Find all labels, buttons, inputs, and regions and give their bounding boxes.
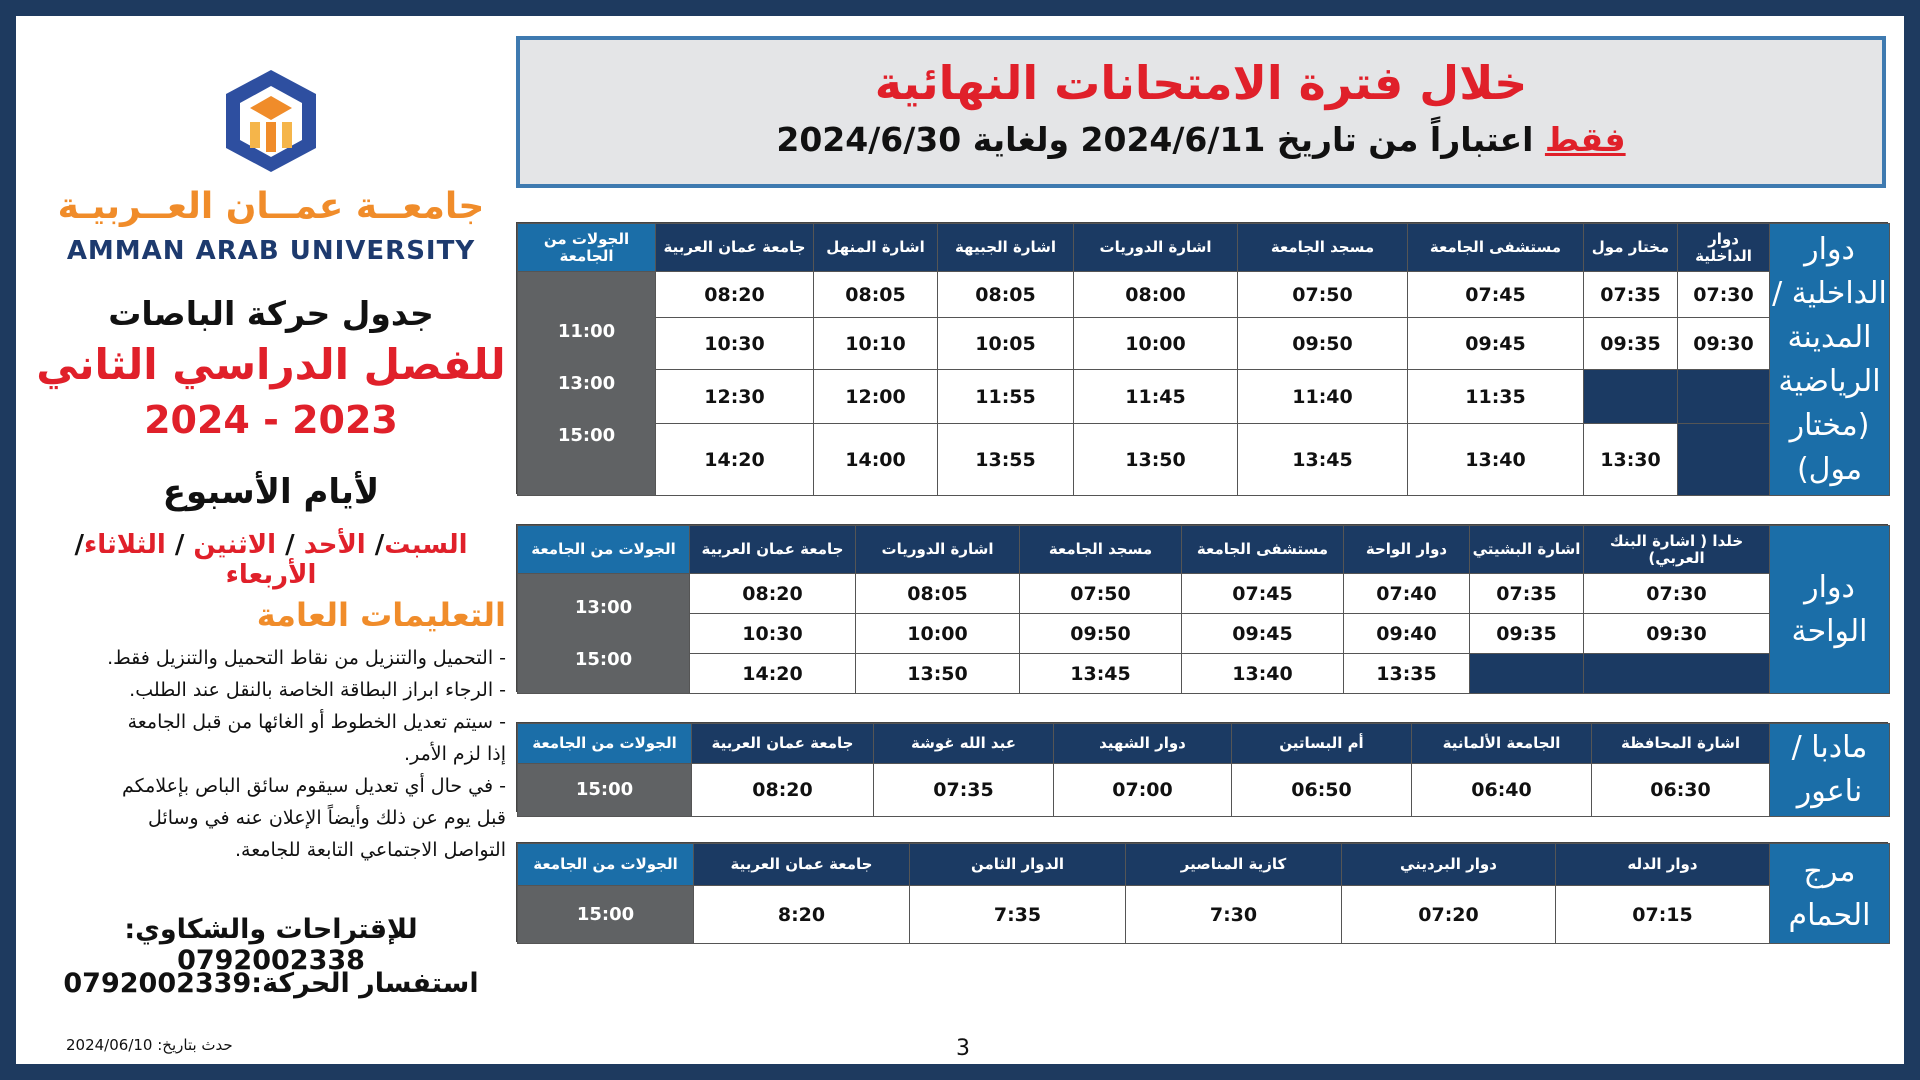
time-cell: 13:50 bbox=[856, 654, 1020, 694]
time-cell: 07:15 bbox=[1556, 886, 1770, 944]
time-cell: 08:05 bbox=[938, 272, 1074, 318]
time-cell: 07:30 bbox=[1584, 574, 1770, 614]
time-cell: 13:40 bbox=[1408, 424, 1584, 496]
time-cell: 07:35 bbox=[1584, 272, 1678, 318]
time-cell: 07:35 bbox=[874, 764, 1054, 817]
time-cell: 09:45 bbox=[1408, 318, 1584, 370]
movement-contact: استفسار الحركة:0792002339 bbox=[63, 968, 479, 999]
time-cell: 8:20 bbox=[694, 886, 910, 944]
academic-year: 2024 - 2023 bbox=[144, 398, 398, 442]
time-cell: 08:05 bbox=[814, 272, 938, 318]
stop-header: أم البساتين bbox=[1232, 724, 1412, 764]
time-cell: 07:50 bbox=[1238, 272, 1408, 318]
stop-header: اشارة الدوريات bbox=[1074, 224, 1238, 272]
updated-date: حدث بتاريخ: 2024/06/10 bbox=[66, 1036, 233, 1054]
day-sunday: الأحد bbox=[303, 530, 366, 560]
university-name-arabic: جامعــة عمــان العــربيـة bbox=[57, 186, 485, 227]
route-name: مادبا / ناعور bbox=[1770, 724, 1890, 817]
info-panel bbox=[36, 36, 506, 1054]
instruction-item: - سيتم تعديل الخطوط أو الغائها من قبل الجامعة إذا لزم الأمر. bbox=[127, 711, 506, 765]
time-cell: 10:30 bbox=[690, 614, 856, 654]
tours-header: الجولات من الجامعة bbox=[518, 526, 690, 574]
schedule-page bbox=[16, 16, 1904, 1064]
route-marj-al-hamam bbox=[516, 842, 1888, 942]
stop-header: اشارة الجبيهة bbox=[938, 224, 1074, 272]
time-cell: 07:30 bbox=[1678, 272, 1770, 318]
tour-time: 15:00 bbox=[575, 779, 634, 800]
time-cell: 07:40 bbox=[1344, 574, 1470, 614]
tour-time: 13:00 bbox=[557, 372, 616, 394]
time-cell: 12:00 bbox=[814, 370, 938, 424]
time-cell: 10:05 bbox=[938, 318, 1074, 370]
stop-header: اشارة المنهل bbox=[814, 224, 938, 272]
time-cell: 08:00 bbox=[1074, 272, 1238, 318]
tour-time: 13:00 bbox=[574, 596, 633, 618]
empty-cell bbox=[1678, 370, 1770, 424]
stop-header: كازية المناصير bbox=[1126, 844, 1342, 886]
tour-time: 11:00 bbox=[557, 320, 616, 342]
time-cell: 13:35 bbox=[1344, 654, 1470, 694]
exam-period-banner bbox=[516, 36, 1886, 188]
stop-header: دوار الشهيد bbox=[1054, 724, 1232, 764]
time-cell: 11:45 bbox=[1074, 370, 1238, 424]
time-cell: 09:45 bbox=[1182, 614, 1344, 654]
time-cell: 06:30 bbox=[1592, 764, 1770, 817]
time-cell: 07:35 bbox=[1470, 574, 1584, 614]
banner-subtitle bbox=[520, 120, 1882, 159]
time-cell: 13:45 bbox=[1238, 424, 1408, 496]
empty-cell bbox=[1584, 370, 1678, 424]
time-cell: 09:30 bbox=[1678, 318, 1770, 370]
time-cell: 06:40 bbox=[1412, 764, 1592, 817]
time-cell: 09:35 bbox=[1584, 318, 1678, 370]
stop-header: مستشفى الجامعة bbox=[1182, 526, 1344, 574]
time-cell: 13:45 bbox=[1020, 654, 1182, 694]
route-madaba-naour bbox=[516, 722, 1888, 812]
instruction-item: - التحميل والتنزيل من نقاط التحميل والتنزيل فقط. bbox=[107, 647, 506, 669]
instructions-list bbox=[36, 642, 506, 866]
time-cell: 09:35 bbox=[1470, 614, 1584, 654]
stop-header: جامعة عمان العربية bbox=[694, 844, 910, 886]
semester-title: للفصل الدراسي الثاني bbox=[36, 340, 506, 389]
empty-cell bbox=[1470, 654, 1584, 694]
time-cell: 13:30 bbox=[1584, 424, 1678, 496]
day-saturday: السبت bbox=[384, 530, 468, 560]
page-number: 3 bbox=[956, 1036, 970, 1061]
banner-date-range: اعتباراً من تاريخ 2024/6/11 ولغاية 2024/6/30 bbox=[776, 120, 1545, 159]
banner-only: فقط bbox=[1544, 120, 1626, 159]
stop-header: اشارة المحافظة bbox=[1592, 724, 1770, 764]
time-cell: 06:50 bbox=[1232, 764, 1412, 817]
time-cell: 13:50 bbox=[1074, 424, 1238, 496]
time-cell: 13:55 bbox=[938, 424, 1074, 496]
stop-header: اشارة الدوريات bbox=[856, 526, 1020, 574]
stop-header: مسجد الجامعة bbox=[1020, 526, 1182, 574]
stop-header: عبد الله غوشة bbox=[874, 724, 1054, 764]
tour-time: 15:00 bbox=[576, 903, 635, 925]
time-cell: 09:50 bbox=[1238, 318, 1408, 370]
instructions-title: التعليمات العامة bbox=[256, 596, 506, 634]
stop-header: جامعة عمان العربية bbox=[690, 526, 856, 574]
university-name-english: AMMAN ARAB UNIVERSITY bbox=[66, 236, 476, 266]
instruction-item: - الرجاء ابراز البطاقة الخاصة بالنقل عند الطلب. bbox=[129, 679, 506, 701]
time-cell: 13:40 bbox=[1182, 654, 1344, 694]
time-cell: 09:40 bbox=[1344, 614, 1470, 654]
stop-header: اشارة البشيتي bbox=[1470, 526, 1584, 574]
stop-header: دوار البرديني bbox=[1342, 844, 1556, 886]
time-cell: 07:50 bbox=[1020, 574, 1182, 614]
day-wednesday: الأربعاء bbox=[225, 560, 317, 590]
time-cell: 07:20 bbox=[1342, 886, 1556, 944]
stop-header: مختار مول bbox=[1584, 224, 1678, 272]
week-days-title: لأيام الأسبوع bbox=[162, 472, 380, 512]
time-cell: 08:20 bbox=[656, 272, 814, 318]
tours-times bbox=[518, 272, 656, 496]
complaints-contact: للإقتراحات والشكاوي: 0792002338 bbox=[124, 914, 418, 976]
tours-times bbox=[518, 574, 690, 694]
stop-header: دوار الدله bbox=[1556, 844, 1770, 886]
time-cell: 09:50 bbox=[1020, 614, 1182, 654]
time-cell: 14:20 bbox=[656, 424, 814, 496]
route-name: دوار الداخلية /المدينة الرياضية (مختار مول) bbox=[1770, 224, 1890, 496]
empty-cell bbox=[1678, 424, 1770, 496]
time-cell: 14:20 bbox=[690, 654, 856, 694]
time-cell: 11:40 bbox=[1238, 370, 1408, 424]
time-cell: 07:45 bbox=[1408, 272, 1584, 318]
stop-header: جامعة عمان العربية bbox=[692, 724, 874, 764]
empty-cell bbox=[1584, 654, 1770, 694]
time-cell: 7:35 bbox=[910, 886, 1126, 944]
time-cell: 14:00 bbox=[814, 424, 938, 496]
instruction-item: - في حال أي تعديل سيقوم سائق الباص بإعلامكم قبل يوم عن ذلك وأيضاً الإعلان عنه في وسائل التواصل الاجتماعي التابعة للجامعة. bbox=[122, 775, 506, 861]
stop-header: خلدا ( اشارة البنك العربي) bbox=[1584, 526, 1770, 574]
time-cell: 7:30 bbox=[1126, 886, 1342, 944]
tours-header: الجولات من الجامعة bbox=[518, 724, 692, 764]
time-cell: 08:05 bbox=[856, 574, 1020, 614]
tours-times bbox=[518, 764, 692, 817]
tours-times bbox=[518, 886, 694, 944]
banner-title: خلال فترة الامتحانات النهائية bbox=[874, 56, 1528, 110]
route-name: مرج الحمام bbox=[1770, 844, 1890, 944]
day-tuesday: الثلاثاء bbox=[83, 530, 166, 560]
tours-header: الجولات من الجامعة bbox=[518, 224, 656, 272]
stop-header: مستشفى الجامعة bbox=[1408, 224, 1584, 272]
university-logo-icon bbox=[216, 66, 326, 176]
time-cell: 11:55 bbox=[938, 370, 1074, 424]
time-cell: 10:00 bbox=[856, 614, 1020, 654]
time-cell: 11:35 bbox=[1408, 370, 1584, 424]
stop-header: دوار الداخلية bbox=[1678, 224, 1770, 272]
tour-time: 15:00 bbox=[574, 648, 633, 670]
time-cell: 10:10 bbox=[814, 318, 938, 370]
route-dakhiliya bbox=[516, 222, 1888, 494]
time-cell: 07:45 bbox=[1182, 574, 1344, 614]
tours-header: الجولات من الجامعة bbox=[518, 844, 694, 886]
schedule-title: جدول حركة الباصات bbox=[108, 294, 434, 333]
time-cell: 09:30 bbox=[1584, 614, 1770, 654]
week-days: السبت/ الأحد / الاثنين / الثلاثاء/ الأربعاء bbox=[74, 530, 468, 590]
time-cell: 08:20 bbox=[692, 764, 874, 817]
tour-time: 15:00 bbox=[557, 424, 616, 446]
stop-header: الجامعة الألمانية bbox=[1412, 724, 1592, 764]
stop-header: الدوار الثامن bbox=[910, 844, 1126, 886]
day-monday: الاثنين bbox=[193, 530, 277, 560]
time-cell: 08:20 bbox=[690, 574, 856, 614]
stop-header: دوار الواحة bbox=[1344, 526, 1470, 574]
stop-header: جامعة عمان العربية bbox=[656, 224, 814, 272]
route-name: دوار الواحة bbox=[1770, 526, 1890, 694]
time-cell: 10:00 bbox=[1074, 318, 1238, 370]
time-cell: 10:30 bbox=[656, 318, 814, 370]
time-cell: 12:30 bbox=[656, 370, 814, 424]
route-waha bbox=[516, 524, 1888, 692]
stop-header: مسجد الجامعة bbox=[1238, 224, 1408, 272]
time-cell: 07:00 bbox=[1054, 764, 1232, 817]
